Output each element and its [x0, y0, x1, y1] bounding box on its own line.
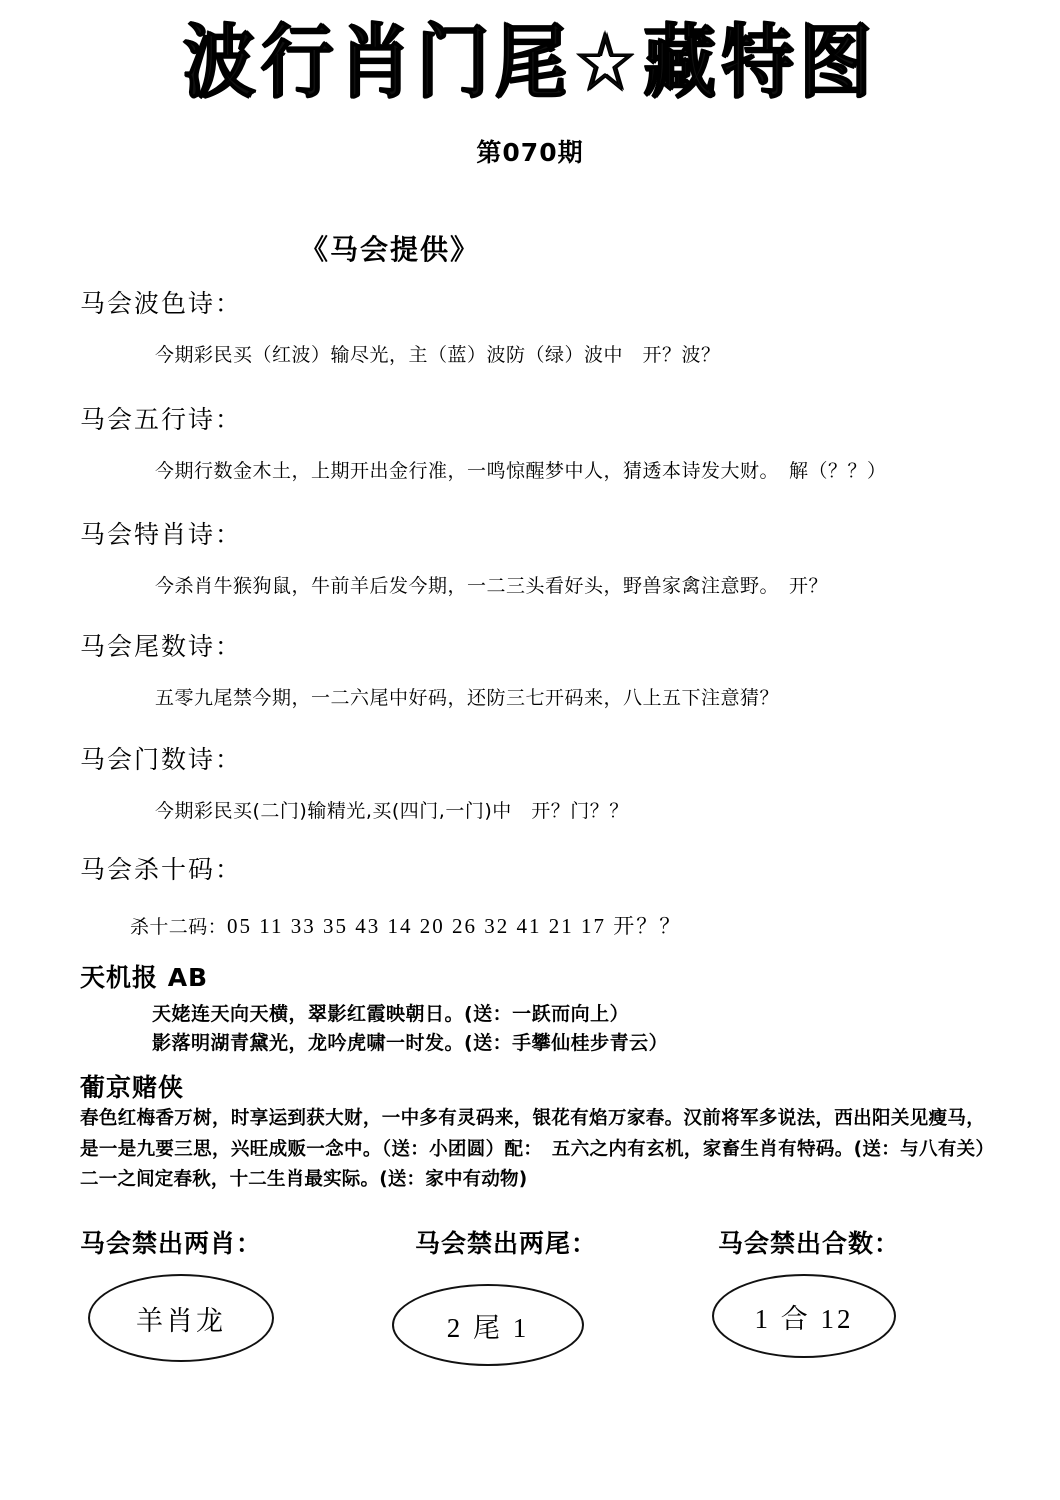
- forbidden-values-row: [0, 1270, 1060, 1380]
- section-texiao: [80, 515, 1000, 600]
- kill-code-numbers: 05 11 33 35 43 14 20 26 32 41 21 17 开？？: [227, 914, 683, 938]
- section-bose: [80, 284, 1000, 369]
- section-body: 五零九尾禁今期，一二六尾中好码，还防三七开码来，八上五下注意猜？: [155, 687, 780, 709]
- section-wuxing: [80, 400, 1000, 485]
- kill-code-label: 杀十二码：: [130, 916, 228, 938]
- tianji-line-2: 影落明湖青黛光，龙吟虎啸一时发。(送：手攀仙桂步青云）: [152, 1032, 669, 1055]
- section-body: 今期彩民买(二门)输精光,买(四门,一门)中 开？门？？: [155, 800, 629, 822]
- forbidden-zodiac-label: 马会禁出两肖：: [80, 1229, 263, 1258]
- section-menshu: [80, 740, 1000, 825]
- section-heading: 马会杀十码：: [80, 855, 243, 884]
- section-weishu: [80, 627, 1000, 712]
- pujing-title: 葡京赌侠: [80, 1073, 185, 1102]
- section-shama: [80, 850, 1000, 940]
- page-title: 波行肖门尾☆藏特图: [182, 14, 878, 110]
- section-heading: 马会波色诗：: [80, 289, 243, 318]
- section-body: 今期行数金木土，上期开出金行准，一鸣惊醒梦中人，猜透本诗发大财。 解（？？）: [155, 460, 887, 482]
- tianji-title: 天机报 AB: [80, 963, 209, 992]
- source-label: 《马会提供》: [300, 233, 481, 266]
- title-banner: [0, 14, 1060, 110]
- section-body: 今杀肖牛猴狗鼠，牛前羊后发今期，一二三头看好头，野兽家禽注意野。 开？: [155, 575, 829, 597]
- section-heading: 马会五行诗：: [80, 405, 243, 434]
- section-heading: 马会尾数诗：: [80, 632, 243, 661]
- tianji-line-1: 天姥连天向天横，翠影红霞映朝日。(送：一跃而向上）: [152, 1003, 630, 1025]
- forbidden-zodiac-value: 羊肖龙: [88, 1274, 274, 1362]
- forbidden-sum-label: 马会禁出合数：: [718, 1229, 901, 1258]
- section-body: 今期彩民买（红波）输尽光，主（蓝）波防（绿）波中 开？波？: [155, 344, 721, 366]
- section-heading: 马会门数诗：: [80, 745, 243, 774]
- section-heading: 马会特肖诗：: [80, 520, 243, 549]
- forbidden-tail-label: 马会禁出两尾：: [415, 1229, 598, 1258]
- forbidden-labels-row: [0, 1224, 1060, 1260]
- pujing-body: 春色红梅香万树，时享运到获大财，一中多有灵码来，银花有焰万家春。汉前将军多说法，西出阳关见瘦马，是一是九要三思，兴旺成贩一念中。（送：小团圆）配： 五六之内有玄机，家畜生肖有特码。(送：与八有关）二一之间定春秋，十二生肖最实际。(送：家中有动物): [80, 1108, 985, 1191]
- issue-number: 第070期: [476, 138, 584, 167]
- kill-code-line: [130, 910, 1000, 940]
- forbidden-tail-value: 2 尾 1: [392, 1284, 584, 1366]
- forbidden-sum-value: 1 合 12: [712, 1274, 896, 1358]
- tianji-lines: [152, 1000, 668, 1059]
